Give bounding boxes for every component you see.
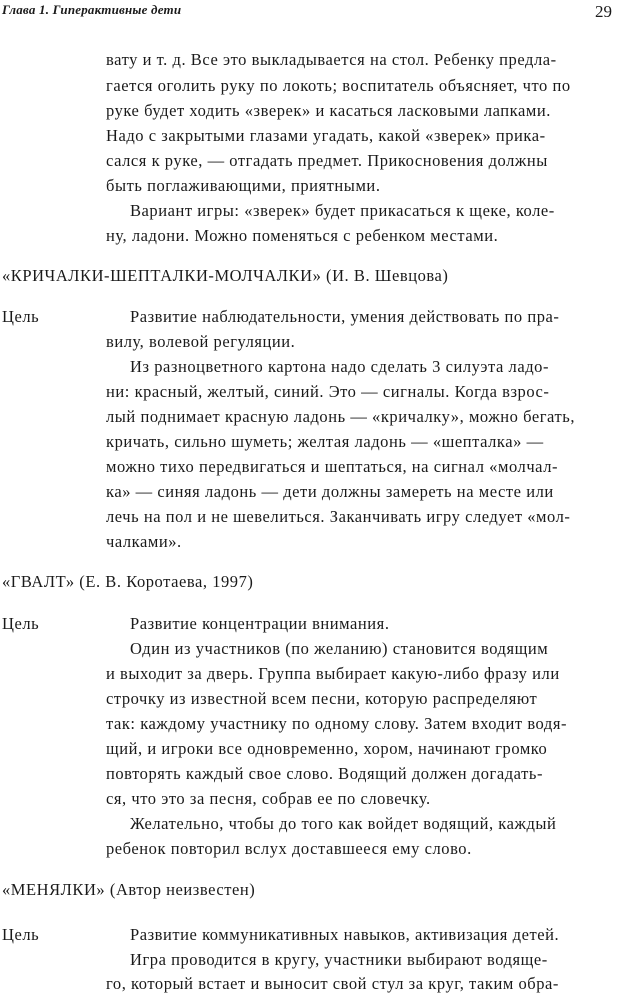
paragraph-line: сался к руке, — отгадать предмет. Прикосновения должны	[106, 151, 548, 170]
paragraph-line: Вариант игры: «зверек» будет прикасаться к щеке, коле-	[130, 201, 555, 220]
paragraph-line: Желательно, чтобы до того как войдет водящий, каждый	[130, 814, 557, 833]
goal-label: Цель	[2, 614, 40, 633]
paragraph-line: гается оголить руку по локоть; воспитатель объясняет, что по	[106, 76, 571, 95]
game-title: «МЕНЯЛКИ» (Автор неизвестен)	[2, 880, 256, 899]
paragraph-line: можно тихо передвигаться и шептаться, на сигнал «молчал-	[106, 457, 559, 476]
paragraph-line: ни: красный, желтый, синий. Это — сигналы. Когда взрос-	[106, 382, 550, 401]
paragraph-line: вилу, волевой регуляции.	[106, 332, 296, 351]
paragraph-line: и выходит за дверь. Группа выбирает какую-либо фразу или	[106, 664, 560, 683]
paragraph-line: го, который встает и выносит свой стул за круг, таким обра-	[106, 974, 559, 993]
game-title: «КРИЧАЛКИ-ШЕПТАЛКИ-МОЛЧАЛКИ» (И. В. Шевцова)	[2, 266, 449, 285]
goal-text: Развитие концентрации внимания.	[130, 614, 390, 633]
paragraph-line: вату и т. д. Все это выкладывается на стол. Ребенку предла-	[106, 50, 557, 69]
paragraph-line: кричать, сильно шуметь; желтая ладонь — «шепталка» —	[106, 432, 544, 451]
goal-text: Развитие наблюдательности, умения действовать по пра-	[130, 307, 560, 326]
paragraph-line: так: каждому участнику по одному слову. Затем входит водя-	[106, 714, 568, 733]
paragraph-line: лечь на пол и не шевелиться. Заканчивать игру следует «мол-	[106, 507, 571, 526]
paragraph-line: лый поднимает красную ладонь — «кричалку», можно бегать,	[106, 407, 575, 426]
paragraph-line: руке будет ходить «зверек» и касаться ласковыми лапками.	[106, 101, 551, 120]
goal-text: Развитие коммуникативных навыков, активизация детей.	[130, 925, 560, 944]
goal-label: Цель	[2, 307, 40, 326]
paragraph-line: быть поглаживающими, приятными.	[106, 176, 381, 195]
paragraph-line: ка» — синяя ладонь — дети должны замереть на месте или	[106, 482, 554, 501]
paragraph-line: щий, и игроки все одновременно, хором, начинают громко	[106, 739, 548, 758]
paragraph-line: Один из участников (по желанию) становится водящим	[130, 639, 549, 658]
paragraph-line: Игра проводится в кругу, участники выбирают водяще-	[130, 950, 548, 969]
paragraph-line: Из разноцветного картона надо сделать 3 силуэта ладо-	[130, 357, 550, 376]
paragraph-line: ся, что это за песня, собрав ее по словечку.	[106, 789, 431, 808]
paragraph-line: чалками».	[106, 532, 182, 551]
paragraph-line: строчку из известной всем песни, которую распределяют	[106, 689, 538, 708]
paragraph-line: Надо с закрытыми глазами угадать, какой «зверек» прика-	[106, 126, 546, 145]
paragraph-line: ребенок повторил вслух доставшееся ему слово.	[106, 839, 472, 858]
game-title: «ГВАЛТ» (Е. В. Коротаева, 1997)	[2, 572, 254, 591]
paragraph-line: ну, ладони. Можно поменяться с ребенком местами.	[106, 226, 499, 245]
goal-label: Цель	[2, 925, 40, 944]
paragraph-line: повторять каждый свое слово. Водящий должен догадать-	[106, 764, 544, 783]
page-number: 29	[595, 2, 612, 21]
running-head: Глава 1. Гиперактивные дети	[2, 2, 182, 17]
